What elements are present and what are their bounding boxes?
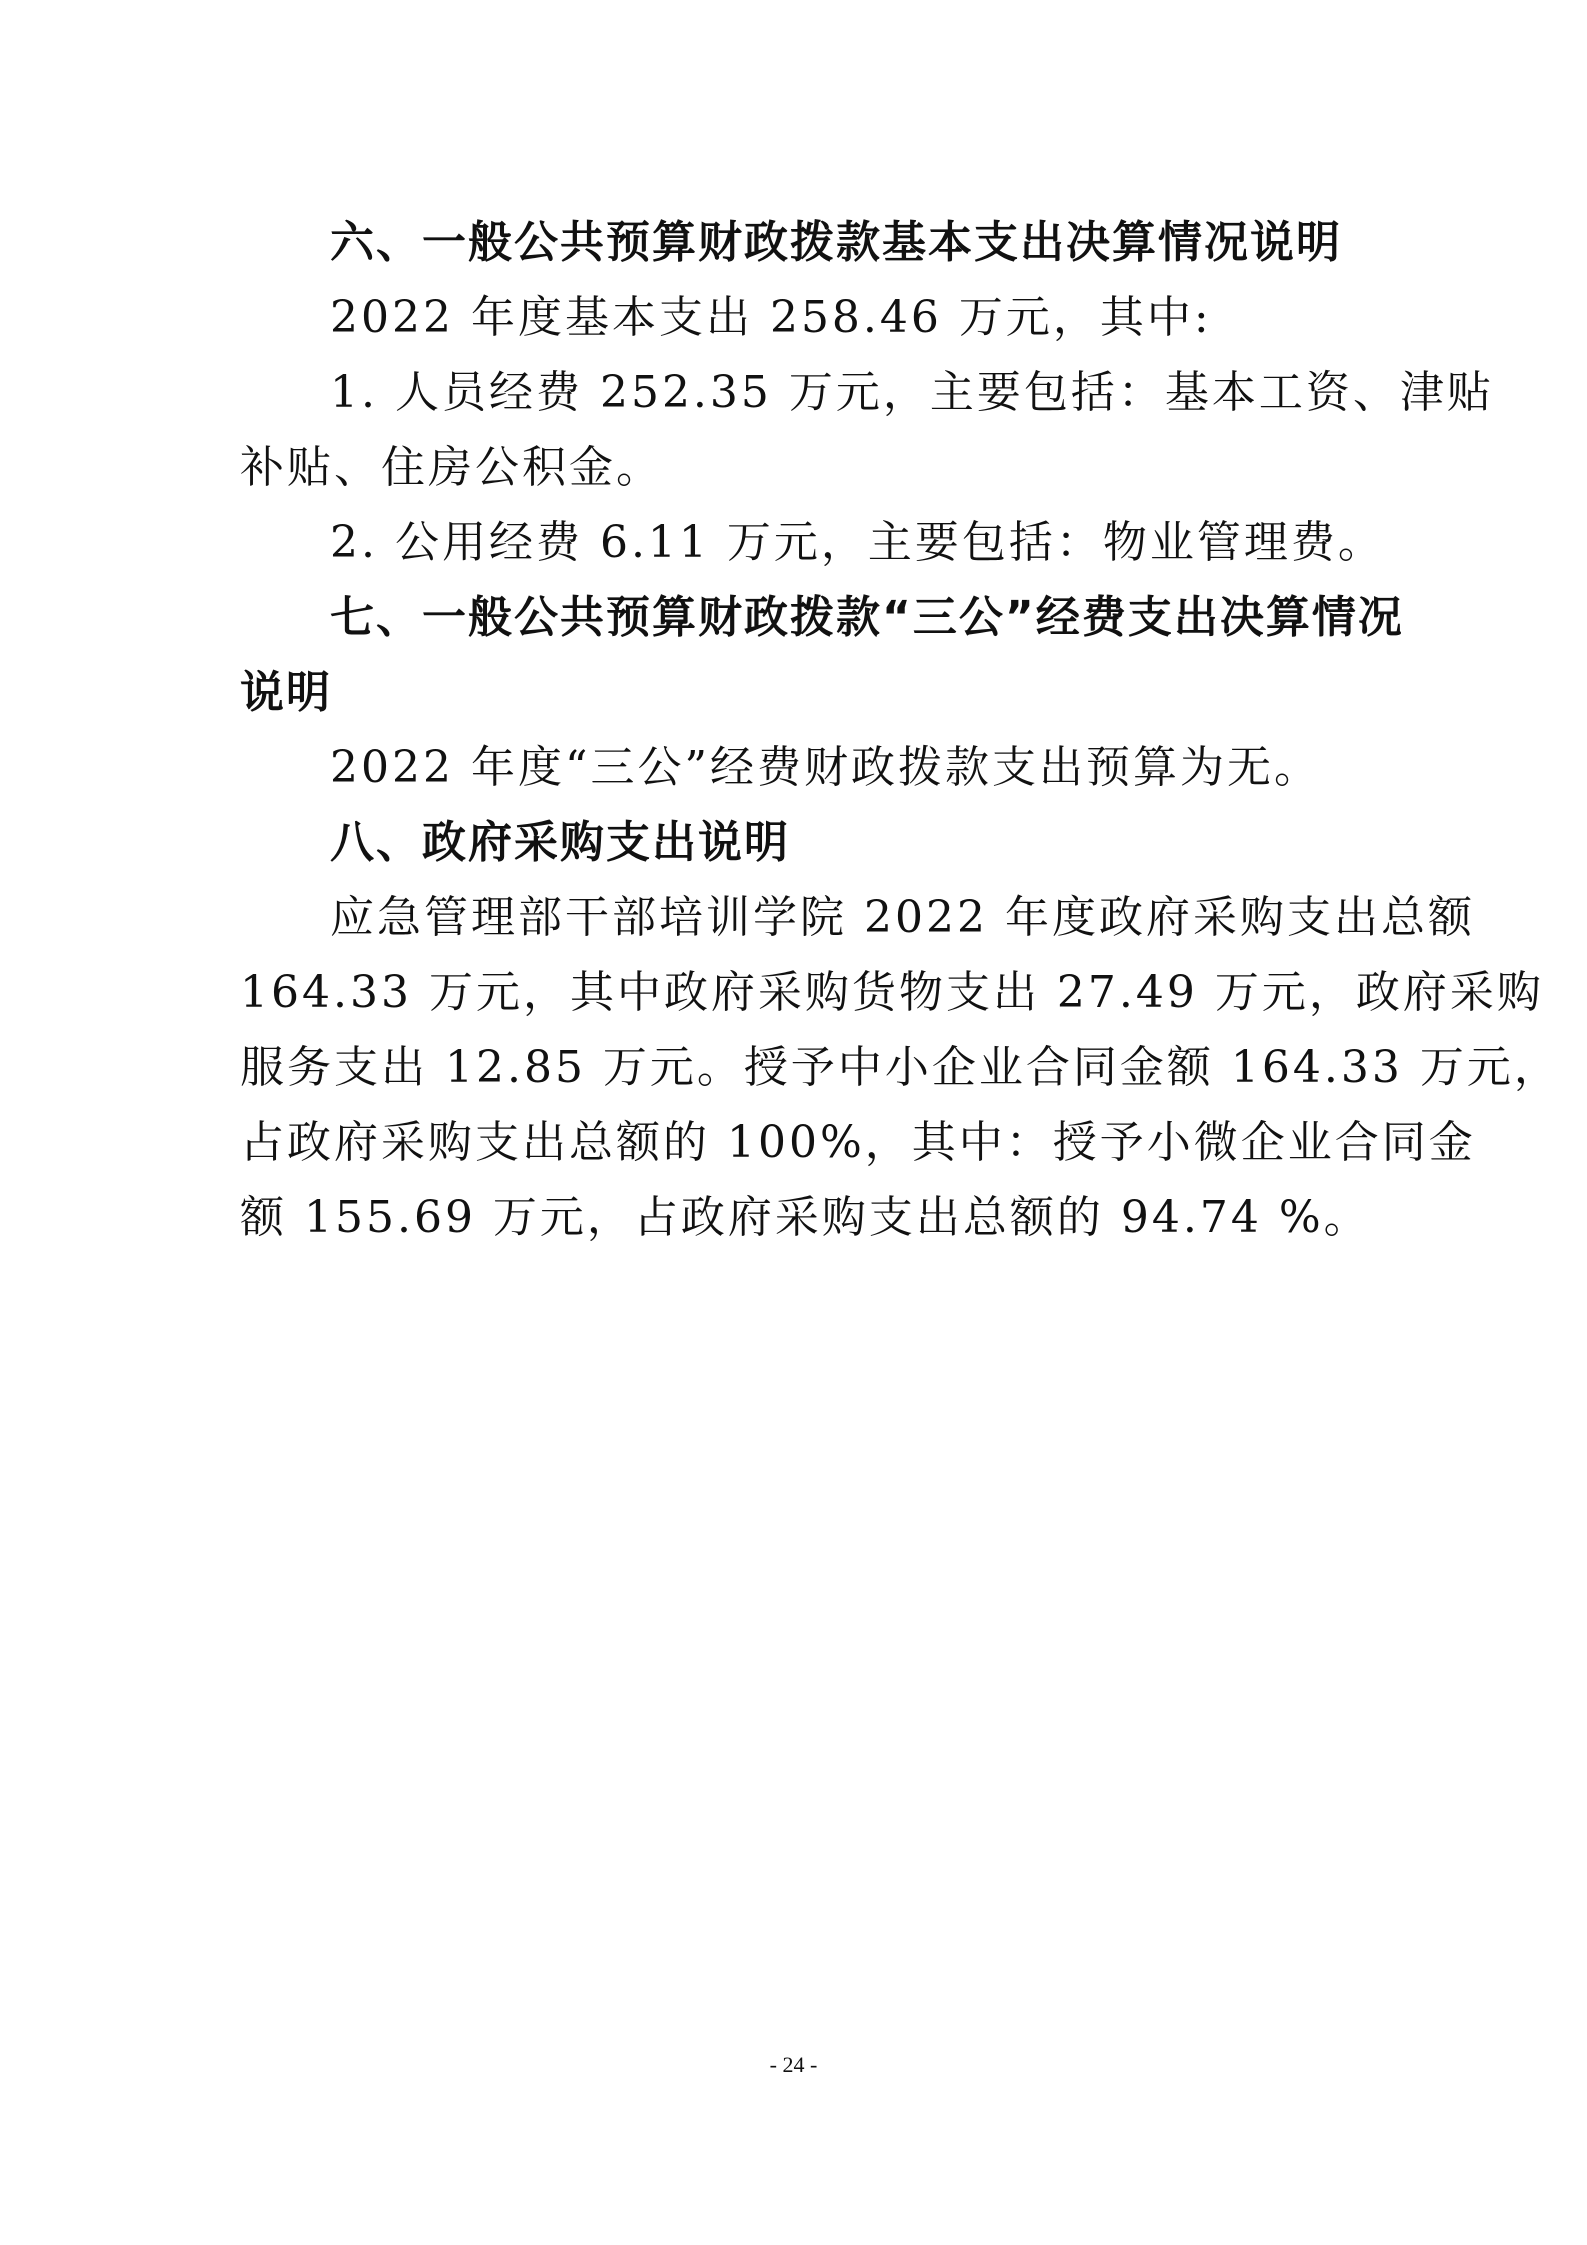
section-6-paragraph-2-line-1: 1. 人员经费 252.35 万元，主要包括：基本工资、津贴 bbox=[330, 367, 1494, 418]
section-6-paragraph-3: 2. 公用经费 6.11 万元，主要包括：物业管理费。 bbox=[330, 517, 1385, 568]
section-7-heading-line-2: 说明 bbox=[240, 667, 332, 718]
section-8-paragraph-line-2: 164.33 万元，其中政府采购货物支出 27.49 万元，政府采购 bbox=[240, 967, 1544, 1018]
section-8-heading: 八、政府采购支出说明 bbox=[330, 817, 790, 868]
section-6-paragraph-1: 2022 年度基本支出 258.46 万元，其中: bbox=[330, 292, 1212, 343]
section-8-paragraph-line-1: 应急管理部干部培训学院 2022 年度政府采购支出总额 bbox=[330, 892, 1475, 943]
document-body bbox=[240, 205, 1561, 1255]
section-7-paragraph-1: 2022 年度“三公”经费财政拨款支出预算为无。 bbox=[330, 742, 1321, 793]
section-8-paragraph-line-3: 服务支出 12.85 万元。授予中小企业合同金额 164.33 万元， bbox=[240, 1042, 1561, 1093]
page-number: - 24 - bbox=[769, 2052, 818, 2077]
section-6-heading: 六、一般公共预算财政拨款基本支出决算情况说明 bbox=[330, 217, 1342, 268]
section-8-paragraph-line-4: 占政府采购支出总额的 100%，其中：授予小微企业合同金 bbox=[240, 1117, 1476, 1168]
section-7-heading-line-1: 七、一般公共预算财政拨款“三公”经费支出决算情况 bbox=[330, 592, 1404, 643]
section-8-paragraph-line-5: 额 155.69 万元，占政府采购支出总额的 94.74 %。 bbox=[240, 1192, 1371, 1243]
section-6-paragraph-2-line-2: 补贴、住房公积金。 bbox=[240, 442, 663, 493]
